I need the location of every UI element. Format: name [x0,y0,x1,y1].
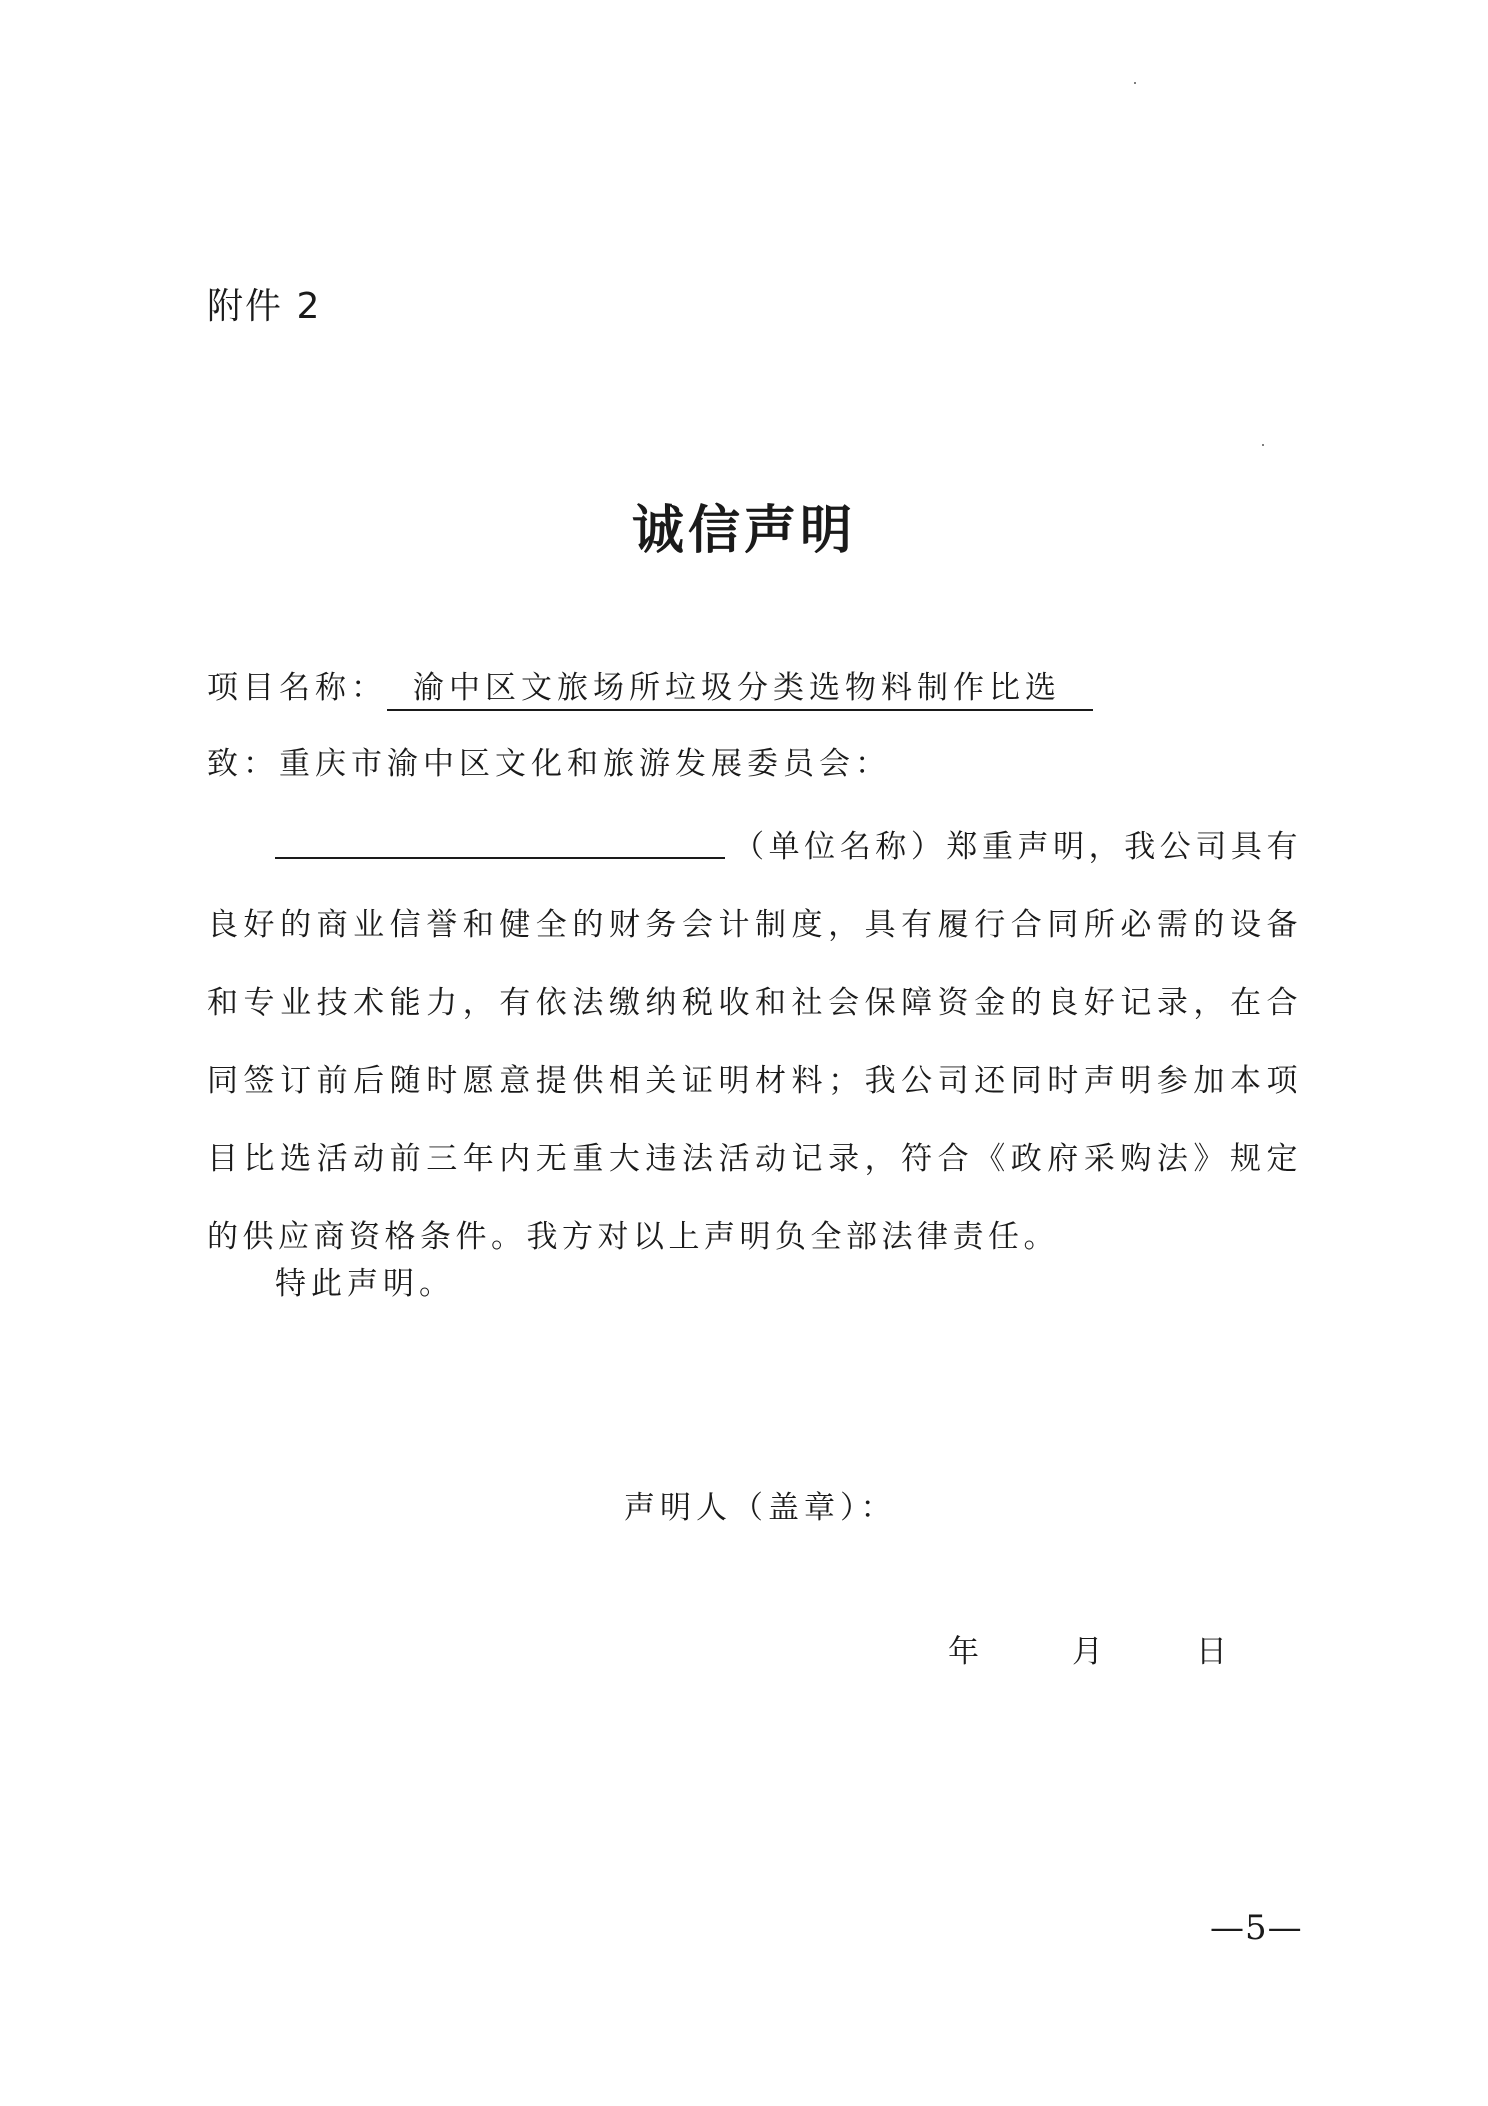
date-month-label: 月 [1072,1634,1103,1670]
statement-text: （单位名称）郑重声明，我公司具有良好的商业信誉和健全的财务会计制度，具有履行合同所必需的设备和专业技术能力，有依法缴纳税收和社会保障资金的良好记录，在合同签订前后随时愿意提供相关证明材料；我公司还同时声明参加本项目比选活动前三年内无重大违法活动记录，符合《政府采购法》规定的供应商资格条件。我方对以上声明负全部法律责任。 [207,829,1302,1255]
closing-phrase: 特此声明。 [275,1266,455,1302]
project-name-line [207,662,1093,711]
scan-speck [1262,444,1264,446]
declarant-seal-label: 声明人（盖章）： [624,1490,897,1526]
recipient-line: 致：重庆市渝中区文化和旅游发展委员会： [207,746,891,782]
page-number: —5— [1210,1908,1303,1948]
date-day-label: 日 [1196,1634,1227,1670]
statement-paragraph [207,808,1302,1276]
attachment-label: 附件 2 [207,286,322,327]
date-year-label: 年 [948,1634,979,1670]
document-title: 诚信声明 [631,501,856,561]
project-name-value: 渝中区文旅场所垃圾分类选物料制作比选 [387,662,1093,711]
company-name-blank [275,827,725,859]
project-name-label: 项目名称： [207,670,387,706]
scan-speck [1134,82,1136,84]
